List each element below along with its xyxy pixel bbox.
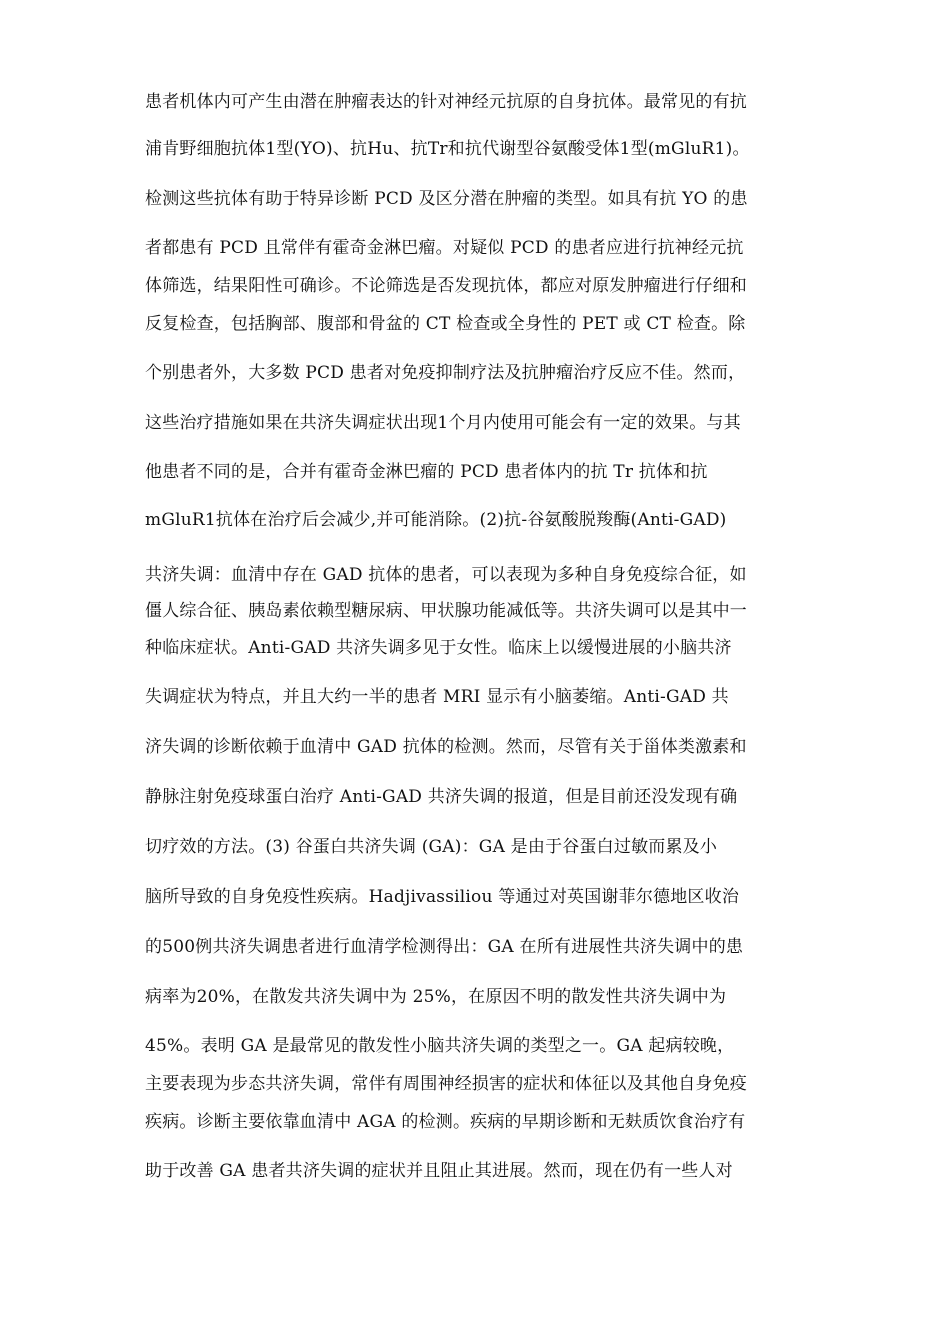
- text-line: 助于改善 GA 患者共济失调的症状并且阻止其进展。然而，现在仍有一些人对: [145, 1161, 733, 1181]
- text-line: 者都患有 PCD 且常伴有霍奇金淋巴瘤。对疑似 PCD 的患者应进行抗神经元抗: [145, 238, 744, 258]
- text-line: 共济失调：血清中存在 GAD 抗体的患者，可以表现为多种自身免疫综合征，如: [145, 565, 747, 585]
- text-line: 反复检查，包括胸部、腹部和骨盆的 CT 检查或全身性的 PET 或 CT 检查。除: [145, 314, 746, 334]
- text-line: 患者机体内可产生由潜在肿瘤表达的针对神经元抗原的自身抗体。最常见的有抗: [145, 92, 747, 112]
- text-line: 浦肯野细胞抗体1型(YO)、抗Hu、抗Tr和抗代谢型谷氨酸受体1型(mGluR1)。: [145, 139, 750, 159]
- text-line: 这些治疗措施如果在共济失调症状出现1个月内使用可能会有一定的效果。与其: [145, 413, 741, 433]
- text-line: 45%。表明 GA 是最常见的散发性小脑共济失调的类型之一。GA 起病较晚，: [145, 1036, 735, 1056]
- text-line: 主要表现为步态共济失调，常伴有周围神经损害的症状和体征以及其他自身免疫: [145, 1074, 747, 1094]
- text-line: mGluR1抗体在治疗后会减少,并可能消除。(2)抗-谷氨酸脱羧酶(Anti-GAD): [145, 510, 727, 530]
- text-line: 体筛选，结果阳性可确诊。不论筛选是否发现抗体，都应对原发肿瘤进行仔细和: [145, 276, 747, 296]
- text-line: 他患者不同的是，合并有霍奇金淋巴瘤的 PCD 患者体内的抗 Tr 抗体和抗: [145, 462, 708, 482]
- text-line: 种临床症状。Anti-GAD 共济失调多见于女性。临床上以缓慢进展的小脑共济: [145, 638, 732, 658]
- text-line: 疾病。诊断主要依靠血清中 AGA 的检测。疾病的早期诊断和无麸质饮食治疗有: [145, 1112, 746, 1132]
- text-line: 个别患者外，大多数 PCD 患者对免疫抑制疗法及抗肿瘤治疗反应不佳。然而，: [145, 363, 746, 383]
- text-line: 病率为20%，在散发共济失调中为 25%，在原因不明的散发性共济失调中为: [145, 987, 727, 1007]
- text-line: 切疗效的方法。(3) 谷蛋白共济失调 (GA)：GA 是由于谷蛋白过敏而累及小: [145, 837, 718, 857]
- text-line: 检测这些抗体有助于特异诊断 PCD 及区分潜在肿瘤的类型。如具有抗 YO 的患: [145, 189, 748, 209]
- text-line: 济失调的诊断依赖于血清中 GAD 抗体的检测。然而，尽管有关于甾体类激素和: [145, 737, 747, 757]
- text-line: 脑所导致的自身免疫性疾病。Hadjivassiliou 等通过对英国谢菲尔德地区收治: [145, 887, 740, 907]
- text-line: 静脉注射免疫球蛋白治疗 Anti-GAD 共济失调的报道，但是目前还没发现有确: [145, 787, 738, 807]
- text-line: 僵人综合征、胰岛素依赖型糖尿病、甲状腺功能减低等。共济失调可以是其中一: [145, 601, 747, 621]
- text-line: 失调症状为特点，并且大约一半的患者 MRI 显示有小脑萎缩。Anti-GAD 共: [145, 687, 729, 707]
- text-line: 的500例共济失调患者进行血清学检测得出：GA 在所有进展性共济失调中的患: [145, 937, 744, 957]
